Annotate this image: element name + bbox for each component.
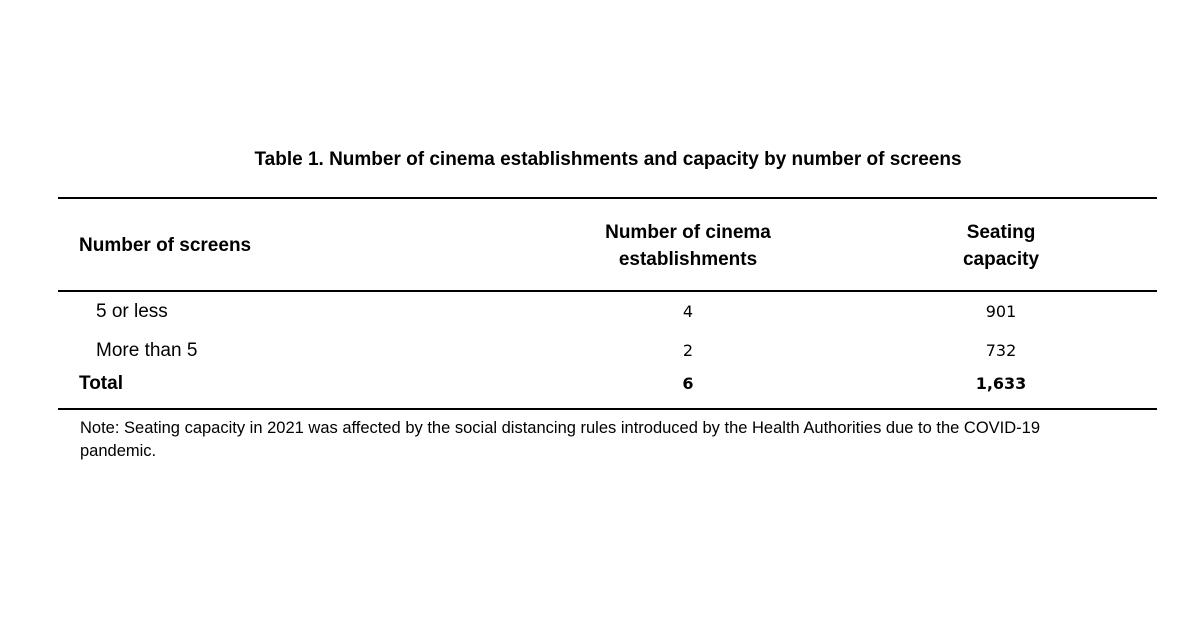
row-capacity: 901	[985, 302, 1017, 321]
note-line1: Note: Seating capacity in 2021 was affected by the social distancing rules introduced by the Health Authorities due to the COVID-19	[80, 419, 1041, 437]
header-establishments-line2: establishments	[618, 249, 758, 270]
header-seating-capacity	[901, 219, 1101, 273]
table-bottom-rule	[58, 408, 1157, 410]
total-label: Total	[79, 373, 123, 394]
row-screens: More than 5	[96, 340, 198, 361]
total-establishments: 6	[682, 374, 694, 393]
row-screens: 5 or less	[96, 301, 168, 322]
table-header-row	[58, 199, 1157, 290]
table-row	[58, 292, 1157, 331]
table-title: Table 1. Number of cinema establishments and capacity by number of screens	[254, 149, 962, 170]
row-establishments: 2	[682, 341, 694, 360]
header-capacity-line1: Seating	[966, 222, 1036, 243]
header-number-of-screens: Number of screens	[79, 235, 252, 256]
table-note	[80, 417, 1150, 463]
table-total-row	[58, 370, 1157, 408]
header-establishments-line1: Number of cinema	[605, 222, 771, 243]
row-capacity: 732	[985, 341, 1017, 360]
header-capacity-line2: capacity	[962, 249, 1040, 270]
total-capacity: 1,633	[975, 374, 1027, 393]
table-row	[58, 331, 1157, 370]
note-line2: pandemic.	[80, 442, 157, 460]
header-number-of-establishments	[548, 219, 828, 273]
row-establishments: 4	[682, 302, 694, 321]
cinema-table	[58, 197, 1157, 410]
